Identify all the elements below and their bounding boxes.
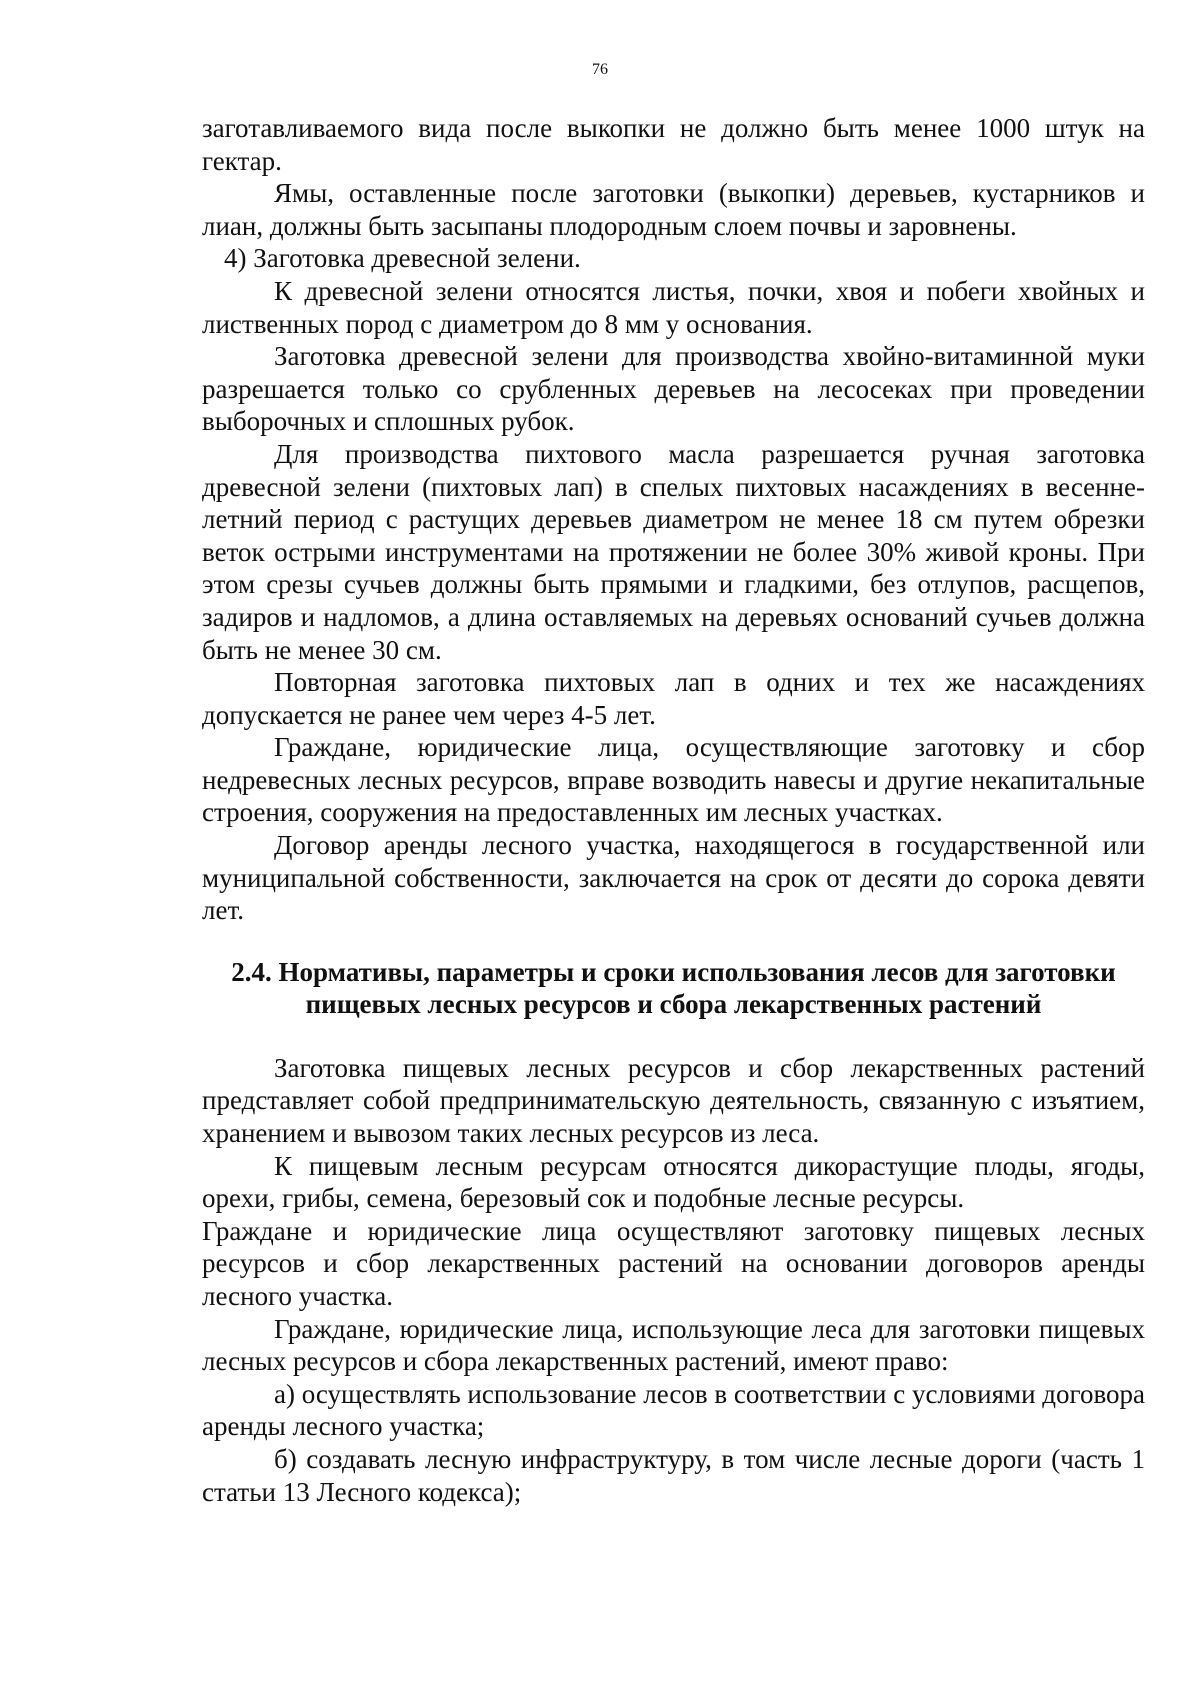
- page-number: 76: [592, 61, 608, 78]
- paragraph-pits: Ямы, оставленные после заготовки (выкопки) деревьев, кустарников и лиан, должны быть засыпаны плодородным слоем почвы и заровнены.: [202, 178, 1145, 241]
- paragraph-lease-term: Договор аренды лесного участка, находящегося в государственной или муниципальной собственности, заключается на срок от десяти до сорока девяти лет.: [202, 830, 1145, 926]
- paragraph-continuation: заготавливаемого вида после выкопки не должно быть менее 1000 штук на гектар.: [202, 113, 1145, 176]
- list-item-4: 4) Заготовка древесной зелени.: [224, 243, 581, 274]
- paragraph-vitamin-flour: Заготовка древесной зелени для производства хвойно-витаминной муки разрешается только со срубленных деревьев на лесосеках при проведении выборочных и сплошных рубок.: [202, 341, 1145, 437]
- section-forest-greenery: [202, 112, 1145, 927]
- paragraph-fir-oil: Для производства пихтового масла разрешается ручная заготовка древесной зелени (пихтовых лап) в спелых пихтовых насаждениях в весенне-летний период с растущих деревьев диаметром не менее 18 см путем обрезки веток острыми инструментами на протяжении не более 30% живой кроны. При этом срезы сучьев должны быть прямыми и гладкими, без отлупов, расщепов, задиров и надломов, а длина оставляемых на деревьях оснований сучьев должна быть не менее 30 см.: [202, 438, 1145, 665]
- section-heading-line-2: пищевых лесных ресурсов и сбора лекарственных растений: [305, 988, 1042, 1019]
- paragraph-right-a: а) осуществлять использование лесов в соответствии с условиями договора аренды лесного участка;: [202, 1378, 1145, 1442]
- paragraph-rights-intro: Граждане, юридические лица, использующие леса для заготовки пищевых лесных ресурсов и сбора лекарственных растений, имеют право:: [202, 1313, 1145, 1377]
- document-body: [202, 112, 1145, 1508]
- section-heading-line-1: 2.4. Нормативы, параметры и сроки использования лесов для заготовки: [231, 956, 1116, 987]
- paragraph-food-harvest-definition: Заготовка пищевых лесных ресурсов и сбор лекарственных растений представляет собой предпринимательскую деятельность, связанную с изъятием, хранением и вывозом таких лесных ресурсов из леса.: [202, 1052, 1145, 1149]
- paragraph-structures: Граждане, юридические лица, осуществляющие заготовку и сбор недревесных лесных ресурсов, вправе возводить навесы и другие некапитальные строения, сооружения на предоставленных им лесных участках.: [202, 732, 1145, 828]
- paragraph-lease-basis: Граждане и юридические лица осуществляют заготовку пищевых лесных ресурсов и сбор лекарственных растений на основании договоров аренды лесного участка.: [202, 1215, 1145, 1311]
- paragraph-greenery-definition: К древесной зелени относятся листья, почки, хвоя и побеги хвойных и лиственных пород с диаметром до 8 мм у основания.: [202, 275, 1145, 339]
- paragraph-food-resources-list: К пищевым лесным ресурсам относятся дикорастущие плоды, ягоды, орехи, грибы, семена, березовый сок и подобные лесные ресурсы.: [202, 1150, 1145, 1214]
- section-food-resources: [202, 1052, 1145, 1508]
- paragraph-repeat-harvest: Повторная заготовка пихтовых лап в одних и тех же насаждениях допускается не ранее чем через 4-5 лет.: [202, 667, 1145, 730]
- paragraph-right-b: б) создавать лесную инфраструктуру, в том числе лесные дороги (часть 1 статьи 13 Лесного кодекса);: [202, 1443, 1145, 1507]
- section-heading: [202, 956, 1145, 1020]
